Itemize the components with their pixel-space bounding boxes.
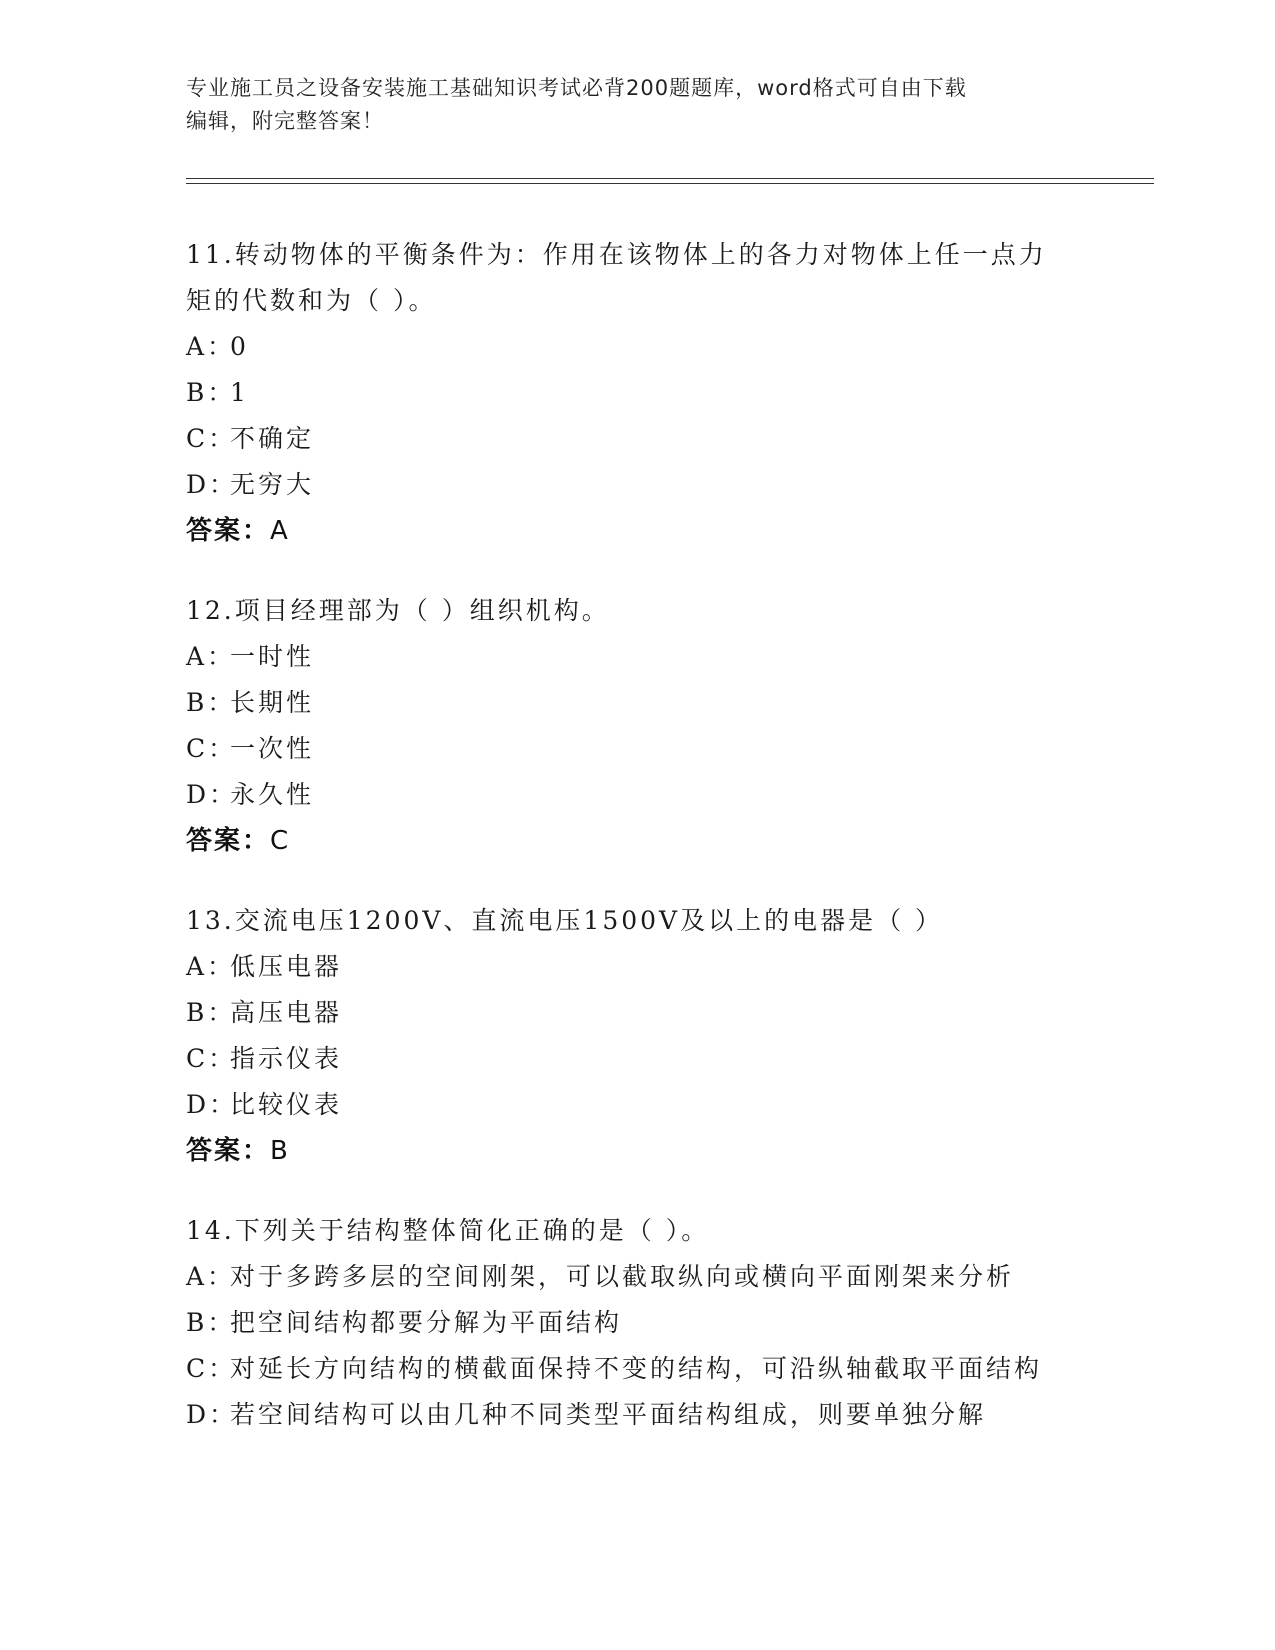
option-b (186, 680, 1086, 726)
option-text: 一时性 (230, 642, 315, 671)
answer-label: 答案： (186, 1136, 271, 1166)
header-title-line-2: 编辑，附完整答案！ (186, 109, 384, 133)
option-letter: C： (186, 1044, 237, 1073)
option-letter: D： (186, 780, 238, 809)
option-text: 一次性 (230, 734, 315, 763)
question-stem-line-1: 11.转动物体的平衡条件为：作用在该物体上的各力对物体上任一点力 (186, 240, 1047, 269)
question-stem-line-2: 矩的代数和为（ ）。 (186, 286, 437, 315)
header-divider-top (186, 178, 1154, 179)
question-12 (186, 588, 1086, 864)
option-c (186, 1036, 1086, 1082)
option-text: 不确定 (230, 424, 315, 453)
option-c (186, 416, 1086, 462)
option-letter: B： (186, 378, 236, 407)
option-letter: C： (186, 1354, 237, 1383)
question-stem-line-1: 13.交流电压1200V、直流电压1500V及以上的电器是（ ） (186, 906, 944, 935)
option-text: 1 (230, 378, 249, 407)
option-text: 永久性 (230, 780, 315, 809)
option-letter: B： (186, 1308, 236, 1337)
option-d (186, 772, 1086, 818)
header-title-line-1: 专业施工员之设备安装施工基础知识考试必背200题题库，word格式可自由下载 (186, 76, 967, 100)
header-divider-bottom (186, 183, 1154, 184)
option-letter: A： (186, 642, 236, 671)
answer-value: A (270, 516, 290, 546)
answer-label: 答案： (186, 826, 271, 856)
option-b (186, 370, 1086, 416)
option-text: 比较仪表 (230, 1090, 343, 1119)
question-11 (186, 232, 1086, 554)
option-b (186, 1300, 1086, 1346)
option-d (186, 1082, 1086, 1128)
option-letter: C： (186, 424, 237, 453)
option-c (186, 1346, 1086, 1392)
option-a (186, 944, 1086, 990)
question-13 (186, 898, 1086, 1174)
option-text: 把空间结构都要分解为平面结构 (230, 1308, 623, 1337)
option-letter: C： (186, 734, 237, 763)
option-text: 0 (230, 332, 249, 361)
question-stem-line-1: 14.下列关于结构整体简化正确的是（ ）。 (186, 1216, 710, 1245)
option-letter: D： (186, 1090, 238, 1119)
option-text: 低压电器 (230, 952, 343, 981)
answer-label: 答案： (186, 516, 271, 546)
answer-line (186, 818, 1086, 864)
option-a (186, 1254, 1086, 1300)
document-header (186, 72, 1066, 138)
option-d (186, 462, 1086, 508)
option-letter: B： (186, 688, 236, 717)
option-text: 长期性 (230, 688, 315, 717)
option-letter: B： (186, 998, 236, 1027)
option-text: 高压电器 (230, 998, 343, 1027)
option-a (186, 634, 1086, 680)
option-letter: D： (186, 1400, 238, 1429)
question-stem-line-1: 12.项目经理部为（ ）组织机构。 (186, 596, 610, 625)
option-text: 对延长方向结构的横截面保持不变的结构，可沿纵轴截取平面结构 (230, 1354, 1043, 1383)
option-text: 指示仪表 (230, 1044, 343, 1073)
option-a (186, 324, 1086, 370)
option-d (186, 1392, 1086, 1438)
answer-line (186, 508, 1086, 554)
option-text: 无穷大 (230, 470, 315, 499)
option-letter: A： (186, 332, 236, 361)
option-letter: A： (186, 1262, 236, 1291)
option-letter: D： (186, 470, 238, 499)
answer-value: C (270, 826, 291, 856)
option-text: 若空间结构可以由几种不同类型平面结构组成，则要单独分解 (230, 1400, 987, 1429)
answer-line (186, 1128, 1086, 1174)
option-text: 对于多跨多层的空间刚架，可以截取纵向或横向平面刚架来分析 (230, 1262, 1015, 1291)
option-b (186, 990, 1086, 1036)
answer-value: B (270, 1136, 290, 1166)
question-list (186, 232, 1086, 1472)
option-letter: A： (186, 952, 236, 981)
question-14 (186, 1208, 1086, 1438)
option-c (186, 726, 1086, 772)
